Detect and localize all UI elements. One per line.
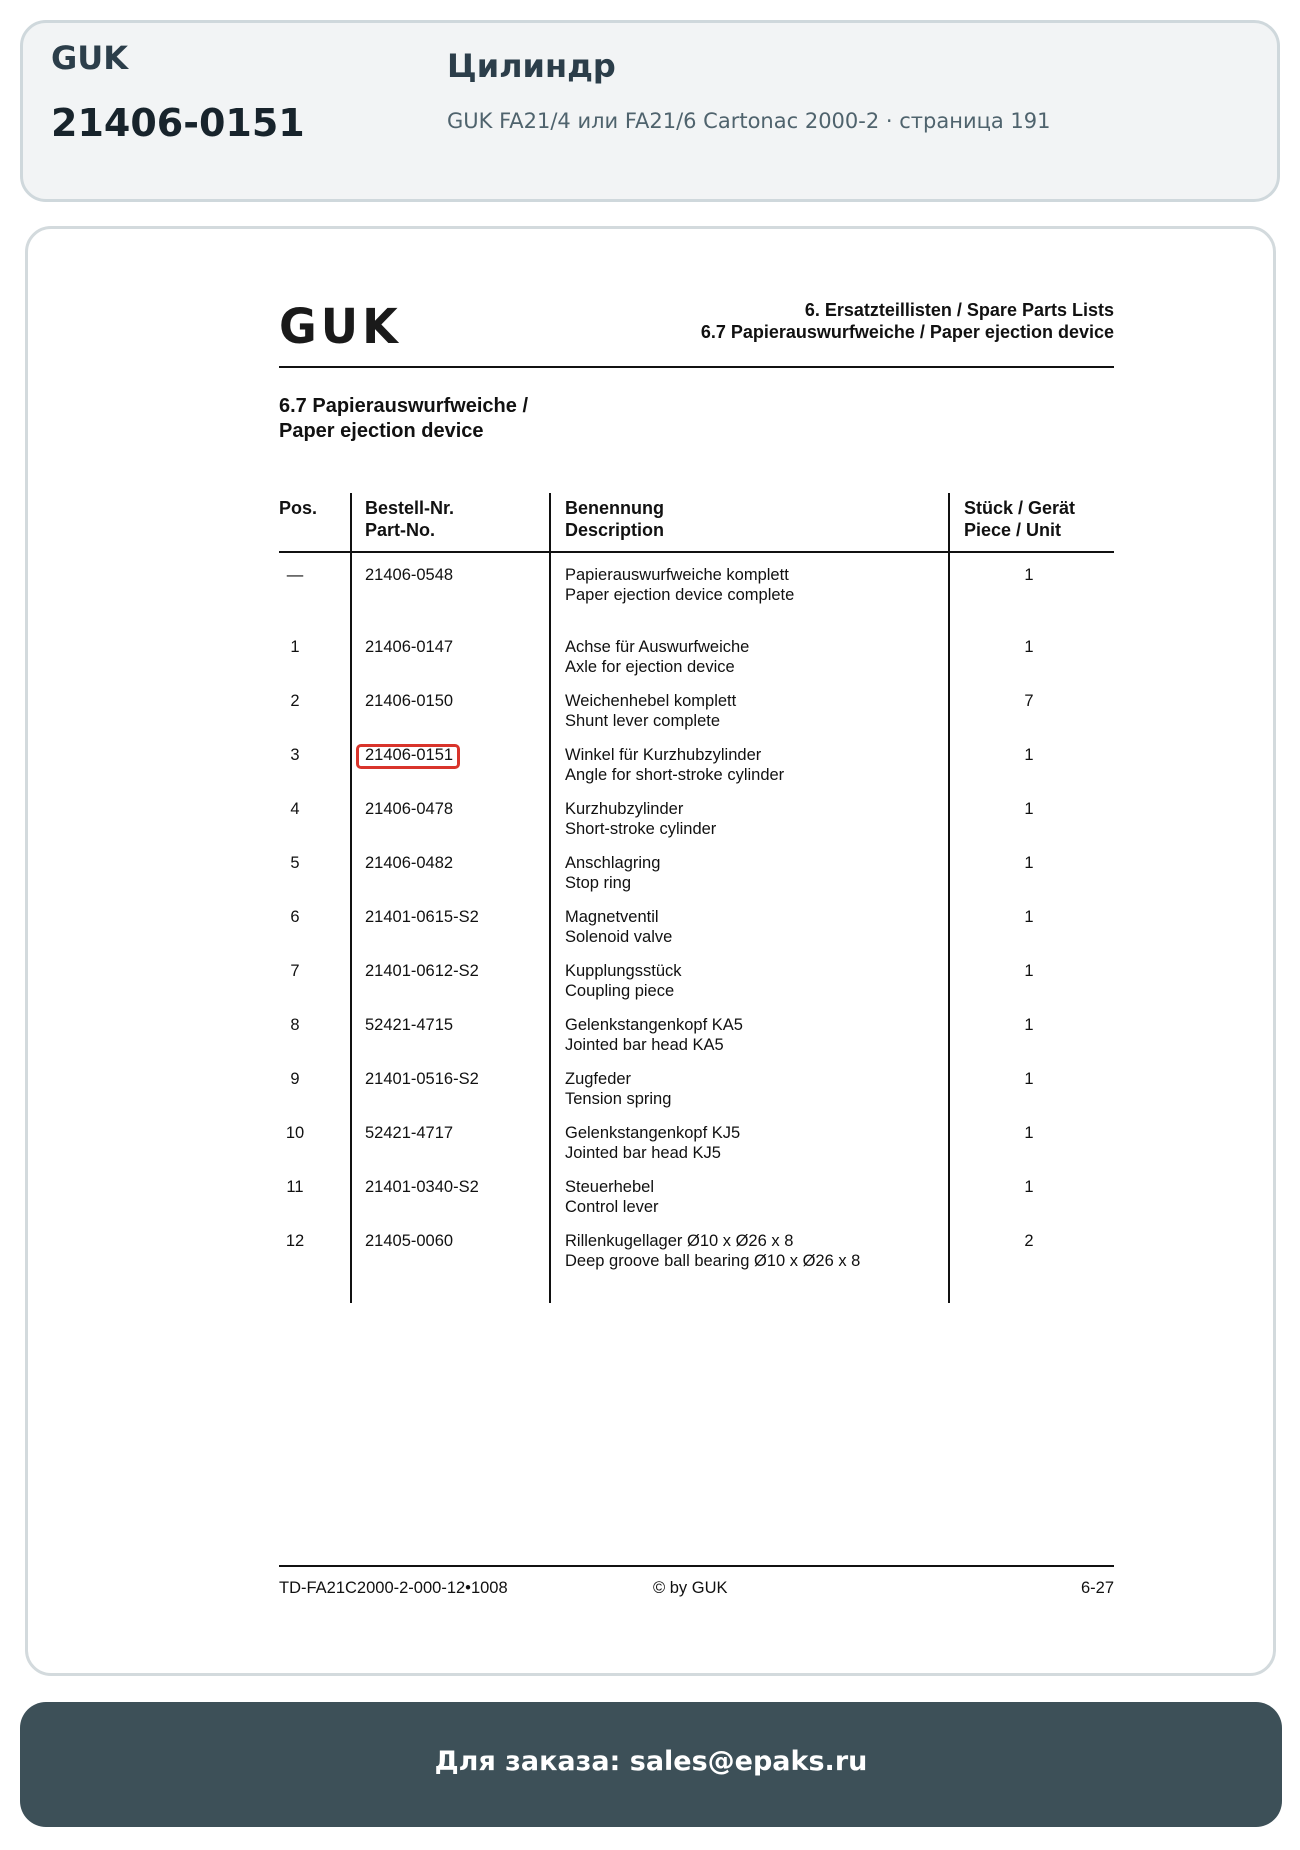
column-header-part (365, 497, 454, 541)
row-pos: 11 (286, 1178, 304, 1196)
row-part-number: 52421-4717 (365, 1124, 454, 1142)
row-part-number: 21405-0060 (365, 1232, 454, 1250)
row-desc-en: Stop ring (565, 874, 632, 892)
row-pos: 9 (290, 1070, 300, 1088)
row-qty: 1 (1024, 908, 1034, 926)
row-qty: 1 (1024, 1178, 1034, 1196)
row-pos: 10 (285, 1124, 305, 1142)
row-qty: 7 (1024, 692, 1034, 710)
column-divider-3 (948, 493, 950, 1303)
document-heading (701, 299, 1114, 343)
row-desc-de: Magnetventil (565, 908, 659, 926)
column-header-quantity (964, 497, 1075, 541)
row-part-number: 21401-0612-S2 (365, 962, 479, 980)
section-title-line1: 6.7 Papierauswurfweiche / (279, 395, 528, 417)
row-desc-en: Jointed bar head KA5 (565, 1036, 724, 1054)
row-part-number: 21401-0340-S2 (365, 1178, 479, 1196)
guk-logo: GUK (279, 297, 402, 355)
row-qty: 1 (1024, 1124, 1034, 1142)
row-desc-de: Rillenkugellager Ø10 x Ø26 x 8 (565, 1232, 794, 1250)
row-part-number: 21406-0548 (365, 566, 454, 584)
row-desc-en: Jointed bar head KJ5 (565, 1144, 721, 1162)
row-desc-de: Weichenhebel komplett (565, 692, 737, 710)
row-desc-de: Gelenkstangenkopf KA5 (565, 1016, 743, 1034)
row-desc-de: Kupplungsstück (565, 962, 682, 980)
row-desc-de: Anschlagring (565, 854, 661, 872)
row-pos: 6 (290, 908, 300, 926)
row-part-number: 21406-0151 (365, 746, 454, 764)
row-desc-en: Axle for ejection device (565, 658, 735, 676)
row-desc-de: Papierauswurfweiche komplett (565, 566, 789, 584)
order-contact-text[interactable]: Для заказа: sales@epaks.ru (434, 1746, 868, 1777)
column-divider-1 (350, 493, 352, 1303)
row-pos: 12 (285, 1232, 305, 1250)
column-divider-2 (549, 493, 551, 1303)
row-qty: 2 (1024, 1232, 1034, 1250)
table-header-rule (279, 551, 1114, 553)
product-subtitle: GUK FA21/4 или FA21/6 Cartonac 2000-2 · страница 191 (447, 109, 1051, 133)
row-desc-en: Angle for short-stroke cylinder (565, 766, 785, 784)
document-heading-line1: 6. Ersatzteillisten / Spare Parts Lists (804, 300, 1114, 320)
column-header-qty-de: Stück / Gerät (964, 498, 1076, 518)
row-pos: 1 (290, 638, 300, 656)
row-pos: 8 (290, 1016, 300, 1034)
row-qty: 1 (1024, 800, 1034, 818)
column-header-part-de: Bestell-Nr. (365, 498, 455, 518)
row-part-number: 21406-0482 (365, 854, 454, 872)
row-pos: 5 (290, 854, 300, 872)
part-number-highlight-box (356, 744, 460, 769)
row-qty: 1 (1024, 746, 1034, 764)
row-qty: 1 (1024, 854, 1034, 872)
row-part-number: 21406-0478 (365, 800, 454, 818)
row-desc-en: Shunt lever complete (565, 712, 721, 730)
order-contact-bar (20, 1702, 1282, 1827)
row-pos: — (286, 566, 304, 584)
page-number: 6-27 (1080, 1579, 1114, 1597)
row-desc-de: Kurzhubzylinder (565, 800, 684, 818)
column-header-part-en: Part-No. (365, 520, 436, 540)
row-desc-en: Coupling piece (565, 982, 675, 1000)
section-title (279, 394, 528, 444)
section-title-line2: Paper ejection device (279, 420, 484, 442)
document-heading-line2: 6.7 Papierauswurfweiche / Paper ejection device (700, 322, 1114, 342)
row-desc-en: Solenoid valve (565, 928, 673, 946)
row-desc-en: Tension spring (565, 1090, 672, 1108)
row-qty: 1 (1024, 1070, 1034, 1088)
column-header-pos: Pos. (279, 498, 318, 518)
part-number: 21406-0151 (51, 101, 305, 145)
document-code: TD-FA21C2000-2-000-12•1008 (279, 1579, 508, 1597)
column-header-qty-en: Piece / Unit (964, 520, 1062, 540)
row-desc-en: Control lever (565, 1198, 659, 1216)
footer-rule (279, 1565, 1114, 1567)
row-desc-de: Achse für Auswurfweiche (565, 638, 750, 656)
row-part-number: 21406-0150 (365, 692, 454, 710)
column-header-desc-de: Benennung (565, 498, 664, 518)
row-desc-de: Gelenkstangenkopf KJ5 (565, 1124, 741, 1142)
row-qty: 1 (1024, 566, 1034, 584)
row-part-number: 21401-0615-S2 (365, 908, 479, 926)
row-part-number: 52421-4715 (365, 1016, 454, 1034)
row-desc-de: Steuerhebel (565, 1178, 654, 1196)
row-desc-de: Zugfeder (565, 1070, 632, 1088)
header-rule (279, 366, 1114, 368)
row-pos: 7 (290, 962, 300, 980)
row-pos: 4 (290, 800, 300, 818)
row-desc-en: Paper ejection device complete (565, 586, 795, 604)
column-header-description (565, 497, 664, 541)
row-qty: 1 (1024, 962, 1034, 980)
row-part-number: 21406-0147 (365, 638, 454, 656)
column-header-desc-en: Description (565, 520, 665, 540)
copyright: © by GUK (653, 1579, 728, 1597)
row-desc-de: Winkel für Kurzhubzylinder (565, 746, 762, 764)
product-header-card (20, 20, 1280, 202)
row-pos: 3 (290, 746, 300, 764)
row-desc-en: Short-stroke cylinder (565, 820, 717, 838)
spare-parts-page (28, 229, 1279, 1679)
product-title: Цилиндр (447, 47, 616, 85)
row-pos: 2 (290, 692, 300, 710)
document-preview-card (25, 226, 1276, 1676)
row-part-number: 21401-0516-S2 (365, 1070, 479, 1088)
row-qty: 1 (1024, 638, 1034, 656)
brand-name: GUK (51, 39, 129, 77)
row-qty: 1 (1024, 1016, 1034, 1034)
row-desc-en: Deep groove ball bearing Ø10 x Ø26 x 8 (565, 1252, 861, 1270)
